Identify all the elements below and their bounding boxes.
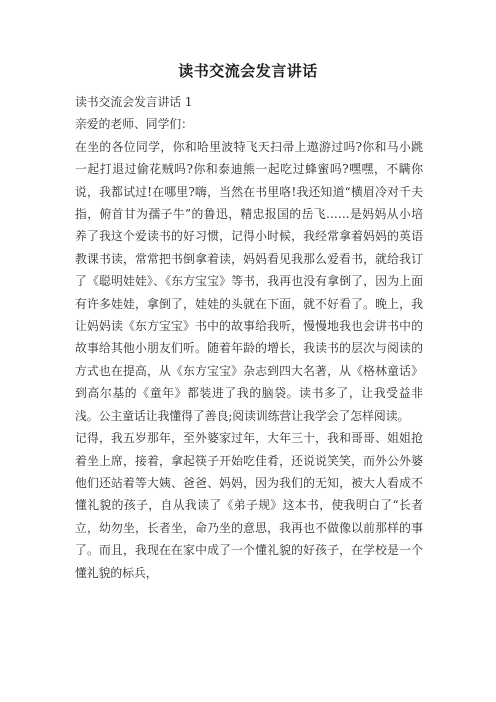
salutation-paragraph: 亲爱的老师、同学们： bbox=[75, 117, 193, 132]
body-paragraph: 记得，我五岁那年，至外婆家过年，大年三十，我和哥哥、姐姐抢着坐上席，接着，拿起筷子开始吃佳肴，还说说笑笑，而外公外婆他们还站着等大姨、爸爸、妈妈，因为我们的无知，被大人看成不懂礼貌的孩子，自从我读了《弟子规》这本书，使我明白了“长者立，幼勿坐，长者坐，命乃坐的意思，我再也不做像以前那样的事了。而且，我现在在家中成了一个懂礼貌的好孩子，在学校是一个懂礼貌的标兵， bbox=[75, 431, 423, 580]
subtitle-paragraph: 读书交流会发言讲话 1 bbox=[75, 95, 193, 109]
document-body bbox=[75, 91, 423, 584]
body-paragraph: 在坐的各位同学，你和哈里波特飞天扫帚上遨游过吗?你和马小跳一起打退过偷花贼吗?你和泰迪熊一起吃过蜂蜜吗?嘿嘿，不瞒你说，我都试过!在哪里?嗨，当然在书里咯!我还知道“横眉冷对千夫指，俯首甘为孺子牛”的鲁迅，精忠报国的岳飞……是妈妈从小培养了我这个爱读书的好习惯，记得小时候，我经常拿着妈妈的英语教课书读，常常把书倒拿着读，妈妈看见我那么爱看书，就给我订了《聪明娃娃》、《东方宝宝》等书，我再也没有拿倒了，因为上面有许多娃娃，拿倒了，娃娃的头就在下面，就不好看了。晚上，我让妈妈读《东方宝宝》书中的故事给我听，慢慢地我也会讲书中的故事给其他小朋友们听。随着年龄的增长，我读书的层次与阅读的方式也在提高，从《东方宝宝》杂志到四大名著，从《格林童话》到高尔基的《童年》都装进了我的脑袋。读书多了，让我受益非浅。公主童话让我懂得了善良;阅读训练营让我学会了怎样阅读。 bbox=[75, 139, 423, 423]
page-title: 读书交流会发言讲话 bbox=[178, 62, 318, 80]
